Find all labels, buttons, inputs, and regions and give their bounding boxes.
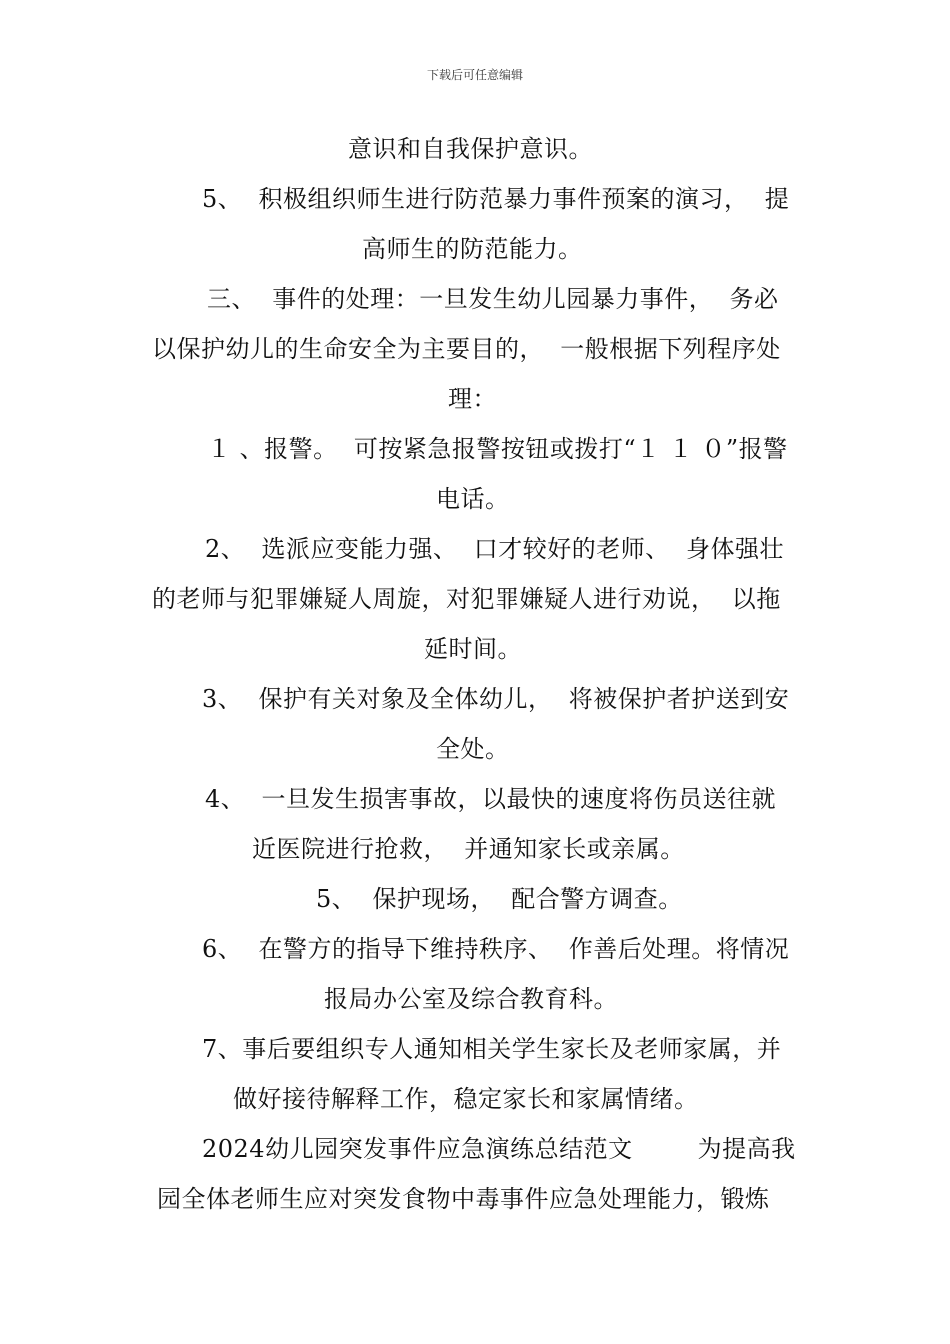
text-line: 6、 在警方的指导下维持秩序、 作善后处理。将情况 [202,935,790,963]
text-line: 电话。 [436,485,510,513]
text-line: 全处。 [436,735,510,763]
text-line: 意识和自我保护意识。 [348,135,593,163]
text-line: 近医院进行抢救， 并通知家长或亲属。 [252,835,685,863]
text-line: 5、 保护现场， 配合警方调查。 [316,885,683,913]
text-line: 报局办公室及综合教育科。 [324,985,618,1013]
text-line: 以保护幼儿的生命安全为主要目的， 一般根据下列程序处 [152,335,781,363]
text-line: 理： [448,385,497,413]
text-line: 三、 事件的处理：一旦发生幼儿园暴力事件， 务必 [207,285,779,313]
text-line: 2、 选派应变能力强、 口才较好的老师、 身体强壮 [205,535,785,563]
text-line: 2024幼儿园突发事件应急演练总结范文 为提高我 [202,1135,796,1163]
text-line: 高师生的防范能力。 [362,235,583,263]
text-line: 园全体老师生应对突发食物中毒事件应急处理能力，锻炼 [157,1185,770,1213]
text-line: 延时间。 [424,635,522,663]
text-line: 3、 保护有关对象及全体幼儿， 将被保护者护送到安 [202,685,790,713]
text-line: １ 、报警。 可按紧急报警按钮或拨打“１ １ ０”报警 [207,435,788,463]
text-line: 做好接待解释工作，稳定家长和家属情绪。 [233,1085,699,1113]
text-line: 7、事后要组织专人通知相关学生家长及老师家属，并 [202,1035,782,1063]
text-line: 4、 一旦发生损害事故，以最快的速度将伤员送往就 [205,785,777,813]
text-line: 5、 积极组织师生进行防范暴力事件预案的演习， 提 [202,185,790,213]
page-header: 下载后可任意编辑 [426,68,523,82]
text-line: 的老师与犯罪嫌疑人周旋，对犯罪嫌疑人进行劝说， 以拖 [152,585,781,613]
